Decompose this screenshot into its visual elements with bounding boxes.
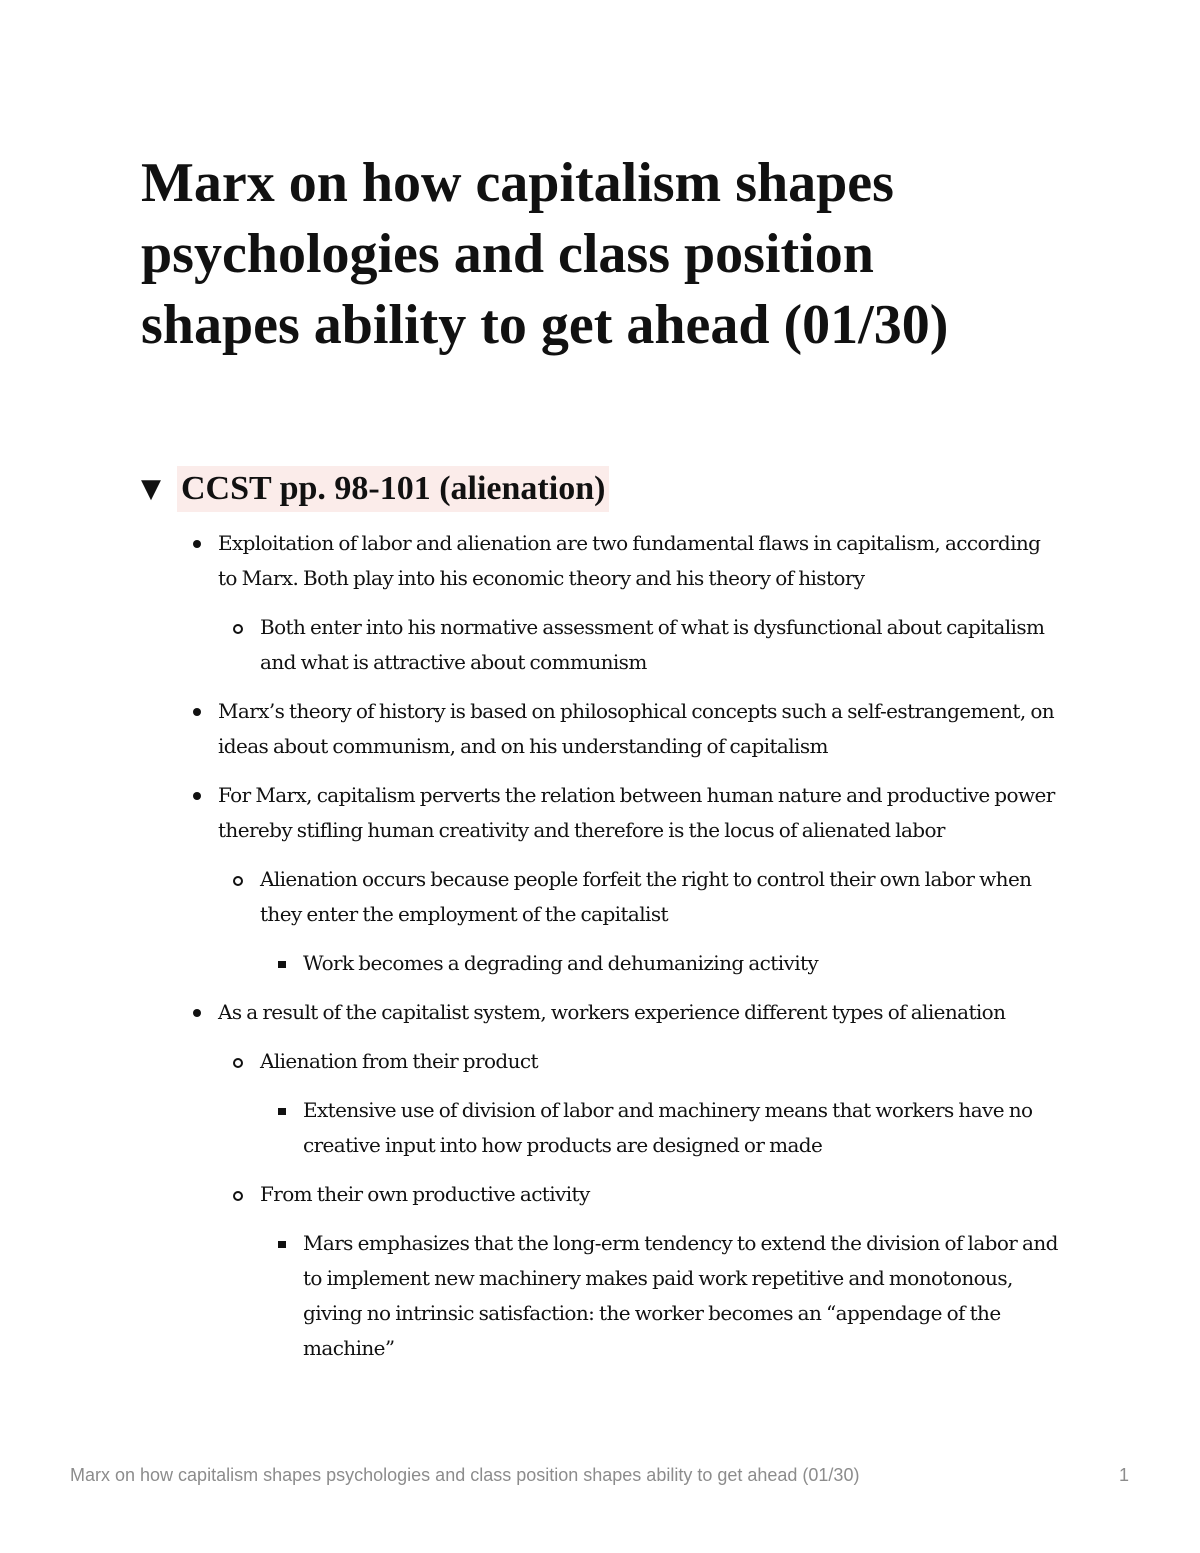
list-item: [218, 526, 1058, 596]
toggle-heading[interactable]: [141, 466, 609, 512]
list-item-text: Alienation from their product: [260, 1049, 538, 1073]
page-title: Marx on how capitalism shapes psychologies and class position shapes ability to get ahead (01/30): [141, 152, 949, 356]
list-item: [303, 946, 1063, 981]
bullet-square-icon: [278, 1108, 286, 1115]
list-item-text: Alienation occurs because people forfeit the right to control their own labor when they enter the employment of the capitalist: [260, 867, 1032, 926]
bullet-square-icon: [278, 961, 286, 968]
list-item: [260, 610, 1060, 680]
list-item-text: Marx’s theory of history is based on philosophical concepts such a self-estrangement, on ideas about communism, and on his understanding of capitalism: [218, 699, 1055, 758]
list-item-text: Mars emphasizes that the long-erm tendency to extend the division of labor and to implement new machinery makes paid work repetitive and monotonous, giving no intrinsic satisfaction: the worker becomes an “appendage of the machine”: [303, 1231, 1058, 1360]
list-item-text: Extensive use of division of labor and machinery means that workers have no creative input into how products are designed or made: [303, 1098, 1033, 1157]
list-item-text: From their own productive activity: [260, 1182, 590, 1206]
list-item: [303, 1093, 1063, 1163]
list-item-text: For Marx, capitalism perverts the relation between human nature and productive power thereby stifling human creativity and therefore is the locus of alienated labor: [218, 783, 1055, 842]
bullet-square-icon: [278, 1241, 286, 1248]
list-item-text: Both enter into his normative assessment of what is dysfunctional about capitalism and what is attractive about communism: [260, 615, 1045, 674]
bullet-circle-icon: [233, 1058, 243, 1068]
list-item: [218, 694, 1058, 764]
list-item-text: As a result of the capitalist system, workers experience different types of alienation: [218, 1000, 1006, 1024]
list-item: [260, 1044, 1060, 1079]
triangle-down-icon[interactable]: ▼: [141, 474, 161, 504]
list-item: [303, 1226, 1063, 1366]
page-number: 1: [1119, 1465, 1130, 1485]
list-item: [218, 995, 1058, 1030]
list-item: [218, 778, 1058, 848]
list-item-text: Work becomes a degrading and dehumanizing activity: [303, 951, 819, 975]
section-heading: CCST pp. 98-101 (alienation): [177, 466, 609, 512]
bullet-disc-icon: [193, 1009, 201, 1017]
bullet-circle-icon: [233, 876, 243, 886]
list-item-text: Exploitation of labor and alienation are two fundamental flaws in capitalism, according to Marx. Both play into his economic theory and his theory of history: [218, 531, 1041, 590]
bullet-disc-icon: [193, 708, 201, 716]
bullet-disc-icon: [193, 540, 201, 548]
bullet-list: [0, 526, 1200, 1380]
list-item: [260, 862, 1060, 932]
bullet-circle-icon: [233, 1191, 243, 1201]
footer-title: Marx on how capitalism shapes psychologies and class position shapes ability to get ahead (01/30): [70, 1465, 860, 1485]
bullet-disc-icon: [193, 792, 201, 800]
bullet-circle-icon: [233, 624, 243, 634]
list-item: [260, 1177, 1060, 1212]
